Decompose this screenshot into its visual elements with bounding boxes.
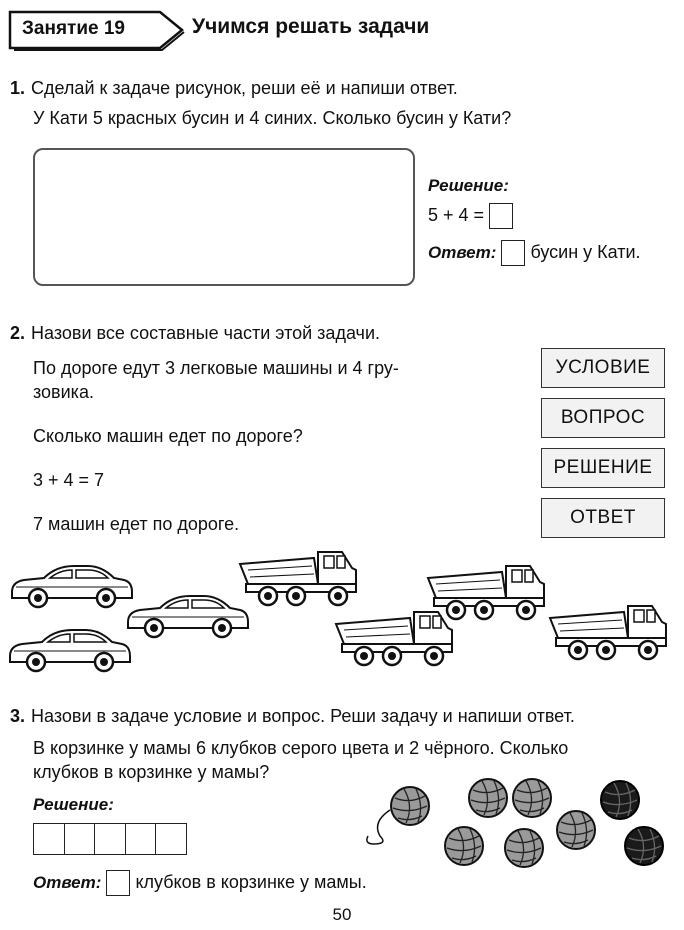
task2-number: 2.: [10, 323, 26, 343]
task2-solution: 3 + 4 = 7: [33, 470, 105, 490]
task3-answer-box[interactable]: [106, 870, 130, 896]
label-solution[interactable]: РЕШЕНИЕ: [541, 448, 665, 488]
task1-solution-label: Решение:: [428, 176, 509, 195]
drawing-area[interactable]: [33, 148, 415, 286]
yarn-ball-gray: [557, 811, 595, 849]
task3-answer-row: [33, 870, 367, 896]
grid-cell[interactable]: [155, 823, 187, 855]
yarn-ball-gray: [445, 827, 483, 865]
label-question[interactable]: ВОПРОС: [541, 398, 665, 438]
task3-text-line2: клубков в корзинке у мамы?: [33, 762, 270, 782]
car-2: [128, 596, 248, 637]
task1-answer-row: [428, 240, 641, 266]
task1-instruction-line: [10, 78, 458, 99]
task2-instruction-line: [10, 323, 380, 344]
vehicles-illustration: [0, 540, 684, 680]
yarn-ball-black: [625, 827, 663, 865]
task3-text-line1: В корзинке у мамы 6 клубков серого цвета и 2 чёрного. Сколько: [33, 738, 569, 758]
truck-1: [240, 552, 356, 605]
truck-2: [336, 612, 452, 665]
page-number: 50: [332, 905, 352, 924]
grid-cell[interactable]: [94, 823, 126, 855]
label-condition[interactable]: УСЛОВИЕ: [541, 348, 665, 388]
task2-answer: 7 машин едет по дороге.: [33, 514, 240, 534]
task3-answer-label: Ответ:: [33, 872, 102, 892]
task1-expression: 5 + 4 =: [428, 204, 485, 225]
task3-number: 3.: [10, 706, 26, 726]
yarn-illustration: [360, 770, 670, 880]
task3-solution-label: Решение:: [33, 795, 114, 814]
task1-number: 1.: [10, 78, 26, 98]
task3-solution-grid[interactable]: [33, 823, 187, 855]
grid-cell[interactable]: [64, 823, 96, 855]
car-1: [12, 566, 132, 607]
page-title: Учимся решать задачи: [192, 15, 430, 38]
task3-answer-text: клубков в корзинке у мамы.: [135, 871, 367, 892]
lesson-number: Занятие 19: [22, 18, 125, 39]
grid-cell[interactable]: [33, 823, 65, 855]
task2-instruction: Назови все составные части этой задачи.: [31, 323, 380, 343]
task1-solution-box[interactable]: [489, 203, 513, 229]
grid-cell[interactable]: [125, 823, 157, 855]
task1-answer-box[interactable]: [501, 240, 525, 266]
task2-text-line2: зовика.: [33, 382, 94, 402]
task1-instruction: Сделай к задаче рисунок, реши её и напиши ответ.: [31, 78, 458, 98]
task1-answer-label: Ответ:: [428, 242, 497, 262]
task3-instruction: Назови в задаче условие и вопрос. Реши задачу и напиши ответ.: [31, 706, 575, 726]
yarn-ball-gray: [505, 829, 543, 867]
car-3: [10, 630, 130, 671]
label-answer[interactable]: ОТВЕТ: [541, 498, 665, 538]
yarn-ball-gray: [513, 779, 551, 817]
yarn-ball-gray: [469, 779, 507, 817]
lesson-badge: [8, 10, 178, 48]
task1-problem: У Кати 5 красных бусин и 4 синих. Сколько бусин у Кати?: [33, 108, 512, 128]
task1-expression-row: [428, 203, 513, 229]
yarn-ball-black: [601, 781, 639, 819]
task2-text-line1: По дороге едут 3 легковые машины и 4 гру-: [33, 358, 399, 378]
truck-4: [550, 606, 666, 659]
task2-question: Сколько машин едет по дороге?: [33, 426, 303, 446]
task1-answer-text: бусин у Кати.: [530, 241, 641, 262]
task3-instruction-line: [10, 706, 575, 727]
yarn-ball-gray: [391, 787, 429, 825]
truck-3: [428, 566, 544, 619]
